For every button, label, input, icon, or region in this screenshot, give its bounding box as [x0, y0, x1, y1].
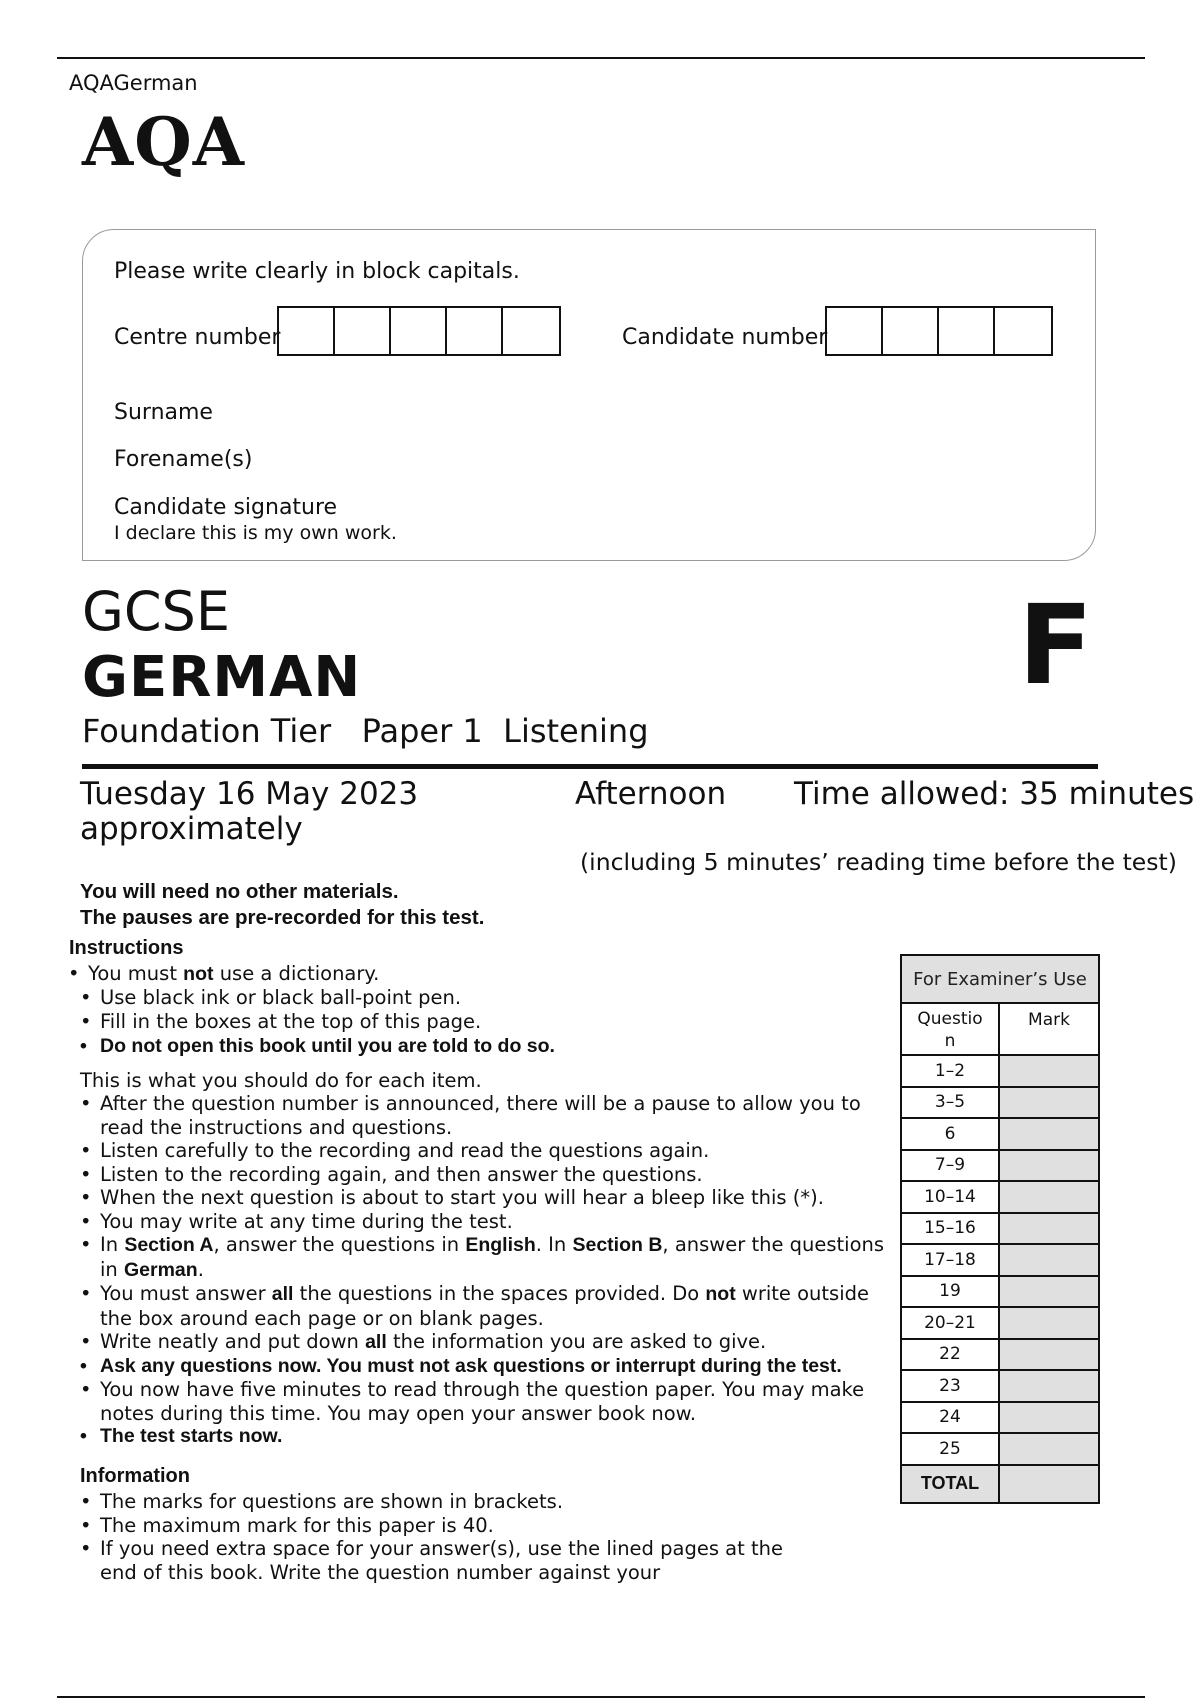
step-item: • Listen carefully to the recording and read the questions again.: [78, 1139, 888, 1163]
step-text: the information you are asked to give.: [386, 1330, 767, 1353]
qualification-title: GCSE: [82, 580, 230, 643]
instructions-list-a: [66, 962, 866, 987]
mark-cell[interactable]: [1000, 1088, 1098, 1118]
mark-cell[interactable]: [1000, 1182, 1098, 1212]
question-cell: 20–21: [902, 1308, 1000, 1338]
centre-digit-box[interactable]: [503, 308, 559, 354]
question-cell: 22: [902, 1340, 1000, 1370]
question-cell: 23: [902, 1371, 1000, 1401]
step-item: • The test starts now.: [78, 1425, 888, 1449]
information-item: • The marks for questions are shown in brackets.: [78, 1490, 798, 1514]
header-tag: AQAGerman: [69, 71, 198, 95]
mark-cell[interactable]: [1000, 1371, 1098, 1401]
information-item: • The maximum mark for this paper is 40.: [78, 1514, 798, 1538]
tier-letter: F: [1018, 581, 1094, 709]
subject-title: GERMAN: [82, 645, 362, 710]
candidate-number-field[interactable]: [825, 306, 1053, 356]
step-text: . In: [535, 1233, 573, 1256]
total-mark-cell[interactable]: [1000, 1466, 1098, 1502]
question-cell: 15–16: [902, 1214, 1000, 1244]
mark-cell[interactable]: [1000, 1308, 1098, 1338]
signature-field[interactable]: [400, 490, 1050, 524]
component-label: Listening: [503, 712, 649, 750]
step-emphasis: all: [271, 1283, 294, 1305]
table-row: [902, 1054, 1098, 1086]
step-item: [78, 1330, 888, 1355]
title-divider: [82, 764, 1098, 769]
signature-label: Candidate signature: [114, 495, 338, 520]
tier-paper-line: [82, 712, 649, 750]
question-cell: 17–18: [902, 1245, 1000, 1275]
centre-number-label: Centre number: [114, 325, 281, 350]
candidate-digit-box[interactable]: [883, 308, 939, 354]
step-emphasis: English: [465, 1234, 536, 1256]
question-cell: 24: [902, 1403, 1000, 1433]
table-row: [902, 1243, 1098, 1275]
mark-cell[interactable]: [1000, 1340, 1098, 1370]
step-emphasis: all: [365, 1331, 387, 1353]
paper-label: Paper 1: [361, 712, 483, 750]
table-row: [902, 1275, 1098, 1307]
surname-label: Surname: [114, 400, 213, 425]
question-cell: 3–5: [902, 1088, 1000, 1118]
step-text: , answer the questions in: [213, 1233, 466, 1256]
information-item: • If you need extra space for your answer(s), use the lined pages at the end of this book. Write the question number against your: [78, 1537, 798, 1584]
mark-column-header: Mark: [1028, 1010, 1070, 1030]
step-text: .: [197, 1257, 204, 1281]
step-text: You must answer: [100, 1282, 272, 1305]
step-emphasis: Section B: [572, 1234, 663, 1256]
step-item: • Listen to the recording again, and then answer the questions.: [78, 1163, 888, 1187]
block-capitals-instruction: Please write clearly in block capitals.: [114, 259, 520, 284]
forenames-field[interactable]: [330, 443, 1050, 475]
aqa-logo: AQA: [82, 103, 245, 181]
step-emphasis: Section A: [124, 1234, 214, 1256]
information-heading: Information: [80, 1465, 190, 1487]
instruction-item: • Use black ink or black ball-point pen.: [78, 986, 878, 1010]
question-column-header: Questio n: [902, 1004, 1000, 1054]
centre-digit-box[interactable]: [279, 308, 335, 354]
total-row: [902, 1464, 1098, 1502]
table-row: [902, 1149, 1098, 1181]
candidate-digit-box[interactable]: [827, 308, 883, 354]
table-row: [902, 1212, 1098, 1244]
total-label: TOTAL: [902, 1466, 1000, 1502]
time-allowed: Time allowed: 35 minutes: [794, 776, 1195, 812]
step-item: [78, 1282, 888, 1330]
centre-digit-box[interactable]: [447, 308, 503, 354]
candidate-number-label: Candidate number: [622, 325, 828, 350]
table-row: [902, 1306, 1098, 1338]
pauses-line: The pauses are pre-recorded for this test.: [80, 906, 485, 929]
step-item: • You may write at any time during the test.: [78, 1210, 888, 1234]
step-item: [78, 1233, 888, 1282]
candidate-digit-box[interactable]: [939, 308, 995, 354]
step-emphasis: not: [705, 1283, 736, 1305]
bottom-rule: [57, 1696, 1145, 1698]
table-row: [902, 1180, 1098, 1212]
instruction-item: • Fill in the boxes at the top of this page.: [78, 1010, 878, 1034]
mark-cell[interactable]: [1000, 1056, 1098, 1086]
declaration-text: I declare this is my own work.: [114, 522, 397, 544]
forenames-label: Forename(s): [114, 447, 253, 472]
mark-cell[interactable]: [1000, 1119, 1098, 1149]
mark-cell[interactable]: [1000, 1151, 1098, 1181]
examiner-table-header: [902, 1004, 1098, 1054]
reading-time-note: (including 5 minutes’ reading time before the test): [580, 848, 1177, 876]
step-text: Write neatly and put down: [100, 1330, 366, 1353]
table-row: [902, 1401, 1098, 1433]
exam-date: Tuesday 16 May 2023: [80, 776, 419, 812]
step-item: • After the question number is announced, there will be a pause to allow you to read the instructions and questions.: [78, 1092, 888, 1139]
approximately-note: approximately: [80, 811, 303, 847]
instruction-item: [66, 962, 866, 987]
step-item: • You now have five minutes to read through the question paper. You may make notes during this time. You may open your answer book now.: [78, 1378, 888, 1425]
mark-cell[interactable]: [1000, 1277, 1098, 1307]
top-rule: [57, 57, 1145, 59]
table-row: [902, 1432, 1098, 1464]
centre-digit-box[interactable]: [335, 308, 391, 354]
instructions-heading: Instructions: [69, 937, 184, 959]
step-text: write outside the box around each page or on blank pages.: [100, 1282, 870, 1330]
tier-label: Foundation Tier: [82, 712, 332, 750]
question-cell: 1–2: [902, 1056, 1000, 1086]
instruction-text: use a dictionary.: [213, 962, 380, 985]
question-cell: 6: [902, 1119, 1000, 1149]
instruction-text: You must: [88, 962, 184, 985]
surname-field[interactable]: [330, 396, 1050, 428]
step-item: • When the next question is about to start you will hear a bleep like this (*).: [78, 1186, 888, 1210]
question-cell: 19: [902, 1277, 1000, 1307]
step-text: , answer the questions in: [100, 1233, 885, 1281]
mark-cell[interactable]: [1000, 1403, 1098, 1433]
instructions-list-b: [78, 986, 878, 1059]
centre-digit-box[interactable]: [391, 308, 447, 354]
question-cell: 25: [902, 1434, 1000, 1464]
information-list: [78, 1490, 798, 1584]
exam-session: Afternoon: [575, 776, 727, 812]
instruction-emphasis: not: [183, 963, 214, 985]
instruction-item: • Do not open this book until you are told to do so.: [78, 1035, 878, 1059]
step-text: In: [100, 1233, 125, 1256]
materials-line: You will need no other materials.: [80, 880, 399, 903]
table-row: [902, 1117, 1098, 1149]
mark-cell[interactable]: [1000, 1214, 1098, 1244]
table-row: [902, 1338, 1098, 1370]
examiner-table-title: For Examiner’s Use: [902, 956, 1098, 1004]
table-row: [902, 1369, 1098, 1401]
question-cell: 10–14: [902, 1182, 1000, 1212]
centre-number-field[interactable]: [277, 306, 561, 356]
each-item-intro: This is what you should do for each item.: [80, 1069, 482, 1092]
step-item: • Ask any questions now. You must not ask questions or interrupt during the test.: [78, 1355, 888, 1379]
step-text: the questions in the spaces provided. Do: [293, 1282, 706, 1305]
examiner-use-table: [900, 954, 1100, 1504]
mark-cell[interactable]: [1000, 1434, 1098, 1464]
step-emphasis: German: [123, 1258, 198, 1281]
steps-list: [78, 1092, 888, 1449]
table-row: [902, 1086, 1098, 1118]
question-cell: 7–9: [902, 1151, 1000, 1181]
candidate-digit-box[interactable]: [995, 308, 1051, 354]
mark-cell[interactable]: [1000, 1245, 1098, 1275]
